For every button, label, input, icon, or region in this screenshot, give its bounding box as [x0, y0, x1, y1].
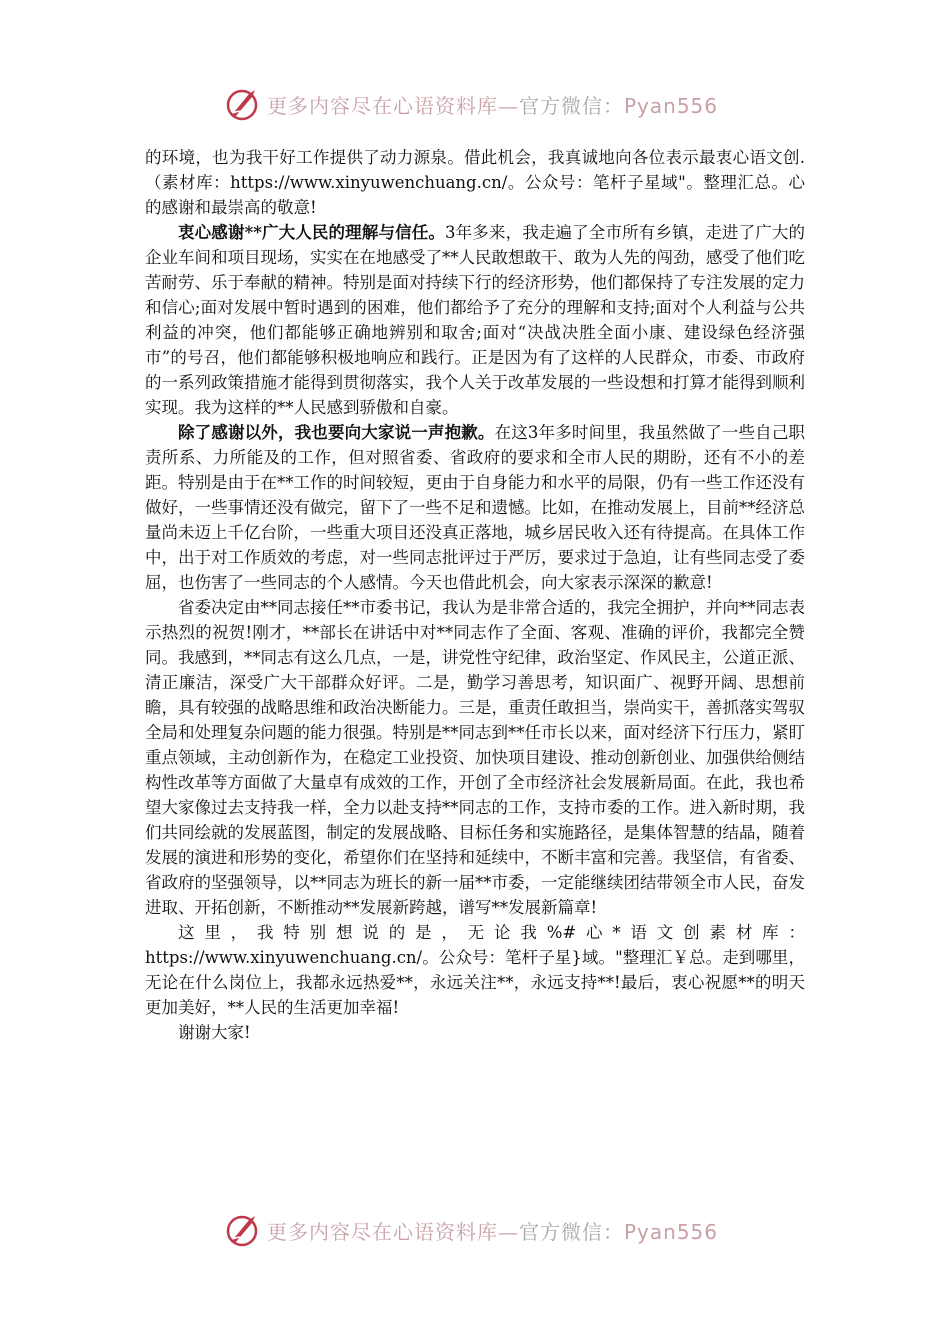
paragraph-1-text: 的环境，也为我干好工作提供了动力源泉。借此机会，我真诚地向各位表示最衷心语文创.（素材库：https://www.xinyuwenchuang.cn/。公众号：笔杆子星域"。整理汇总。心的感谢和最崇高的敬意! [145, 148, 805, 217]
paragraph-6 [145, 1020, 805, 1045]
paragraph-4 [145, 595, 805, 920]
paragraph-2 [145, 220, 805, 420]
banner-brand: 更多内容尽在心语资料库 [267, 1219, 498, 1244]
banner-text [267, 1216, 718, 1245]
header-banner [225, 84, 745, 124]
banner-handle: Pyan556 [624, 93, 719, 118]
banner-text [267, 90, 718, 119]
banner-label: 官方微信： [519, 1219, 624, 1244]
pen-logo-icon [225, 86, 261, 122]
paragraph-5 [145, 920, 805, 1020]
pen-logo-icon [225, 1212, 261, 1248]
paragraph-1 [145, 145, 805, 220]
paragraph-5-text: 这里，我特别想说的是，无论我%#心*语文创素材库：https://www.xinyuwenchuang.cn/。公众号：笔杆子星}域。"整理汇￥总。走到哪里，无论在什么岗位上，我都永远热爱**，永远关注**，永远支持**!最后，衷心祝愿**的明天更加美好，**人民的生活更加幸福! [145, 923, 805, 1017]
paragraph-3-text: 在这3年多时间里，我虽然做了一些自己职责所系、力所能及的工作，但对照省委、省政府的要求和全市人民的期盼，还有不小的差距。特别是由于在**工作的时间较短，更由于自身能力和水平的局限，仍有一些工作还没有做好，一些事情还没有做完，留下了一些不足和遗憾。比如，在推动发展上，目前**经济总量尚未迈上千亿台阶，一些重大项目还没真正落地，城乡居民收入还有待提高。在具体工作中，出于对工作质效的考虑，对一些同志批评过于严厉，要求过于急迫，让有些同志受了委屈，也伤害了一些同志的个人感情。今天也借此机会，向大家表示深深的歉意! [145, 423, 806, 592]
paragraph-2-text: 3年多来，我走遍了全市所有乡镇，走进了广大的企业车间和项目现场，实实在在地感受了**人民敢想敢干、敢为人先的闯劲，感受了他们吃苦耐劳、乐于奉献的精神。特别是面对持续下行的经济形势，他们都保持了专注发展的定力和信心;面对发展中暂时遇到的困难，他们都给予了充分的理解和支持;面对个人利益与公共利益的冲突，他们都能够正确地辨别和取舍;面对“决战决胜全面小康、建设绿色经济强市”的号召，他们都能够积极地响应和践行。正是因为有了这样的人民群众，市委、市政府的一系列政策措施才能得到贯彻落实，我个人关于改革发展的一些设想和打算才能得到顺利实现。我为这样的**人民感到骄傲和自豪。 [145, 223, 805, 417]
paragraph-3 [145, 420, 805, 595]
banner-handle: Pyan556 [624, 1219, 719, 1244]
paragraph-4-text: 省委决定由**同志接任**市委书记，我认为是非常合适的，我完全拥护，并向**同志表示热烈的祝贺!刚才，**部长在讲话中对**同志作了全面、客观、准确的评价，我都完全赞同。我感到，**同志有这么几点，一是，讲党性守纪律，政治坚定、作风民主，公道正派、清正廉洁，深受广大干部群众好评。二是，勤学习善思考，知识面广、视野开阔、思想前瞻，具有较强的战略思维和政治决断能力。三是，重责任敢担当，崇尚实干，善抓落实驾驭全局和处理复杂问题的能力很强。特别是**同志到**任市长以来，面对经济下行压力，紧盯重点领域，主动创新作为，在稳定工业投资、加快项目建设、推动创新创业、加强供给侧结构性改革等方面做了大量卓有成效的工作，开创了全市经济社会发展新局面。在此，我也希望大家像过去支持我一样，全力以赴支持**同志的工作，支持市委的工作。进入新时期，我们共同绘就的发展蓝图，制定的发展战略、目标任务和实施路径，是集体智慧的结晶，随着发展的演进和形势的变化，希望你们在坚持和延续中，不断丰富和完善。我坚信，有省委、省政府的坚强领导，以**同志为班长的新一届**市委，一定能继续团结带领全市人民，奋发进取、开拓创新，不断推动**发展新跨越，谱写**发展新篇章! [145, 598, 805, 917]
paragraph-6-text: 谢谢大家! [178, 1023, 251, 1042]
footer-banner [225, 1210, 745, 1250]
banner-separator: — [498, 1219, 519, 1244]
banner-brand: 更多内容尽在心语资料库 [267, 93, 498, 118]
banner-separator: — [498, 93, 519, 118]
document-body [145, 145, 805, 1045]
paragraph-3-lead: 除了感谢以外，我也要向大家说一声抱歉。 [178, 423, 495, 442]
paragraph-2-lead: 衷心感谢**广大人民的理解与信任。 [178, 223, 446, 242]
banner-label: 官方微信： [519, 93, 624, 118]
